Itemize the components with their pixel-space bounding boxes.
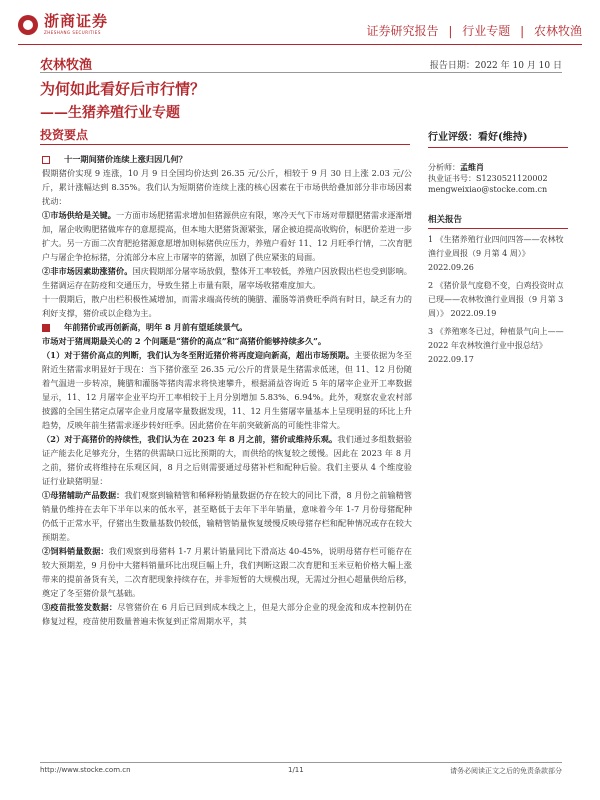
header-divider	[18, 44, 582, 45]
related-report[interactable]: 2 《猪价景气度稳不变，白鸡投资时点已现——农林牧渔行业周报（9 月第 3 周）》 2022.09.19	[428, 281, 564, 318]
page-subtitle: ——生猪养殖行业专题	[40, 105, 180, 121]
paragraph: 十一假期后，散户出栏积极性减增加，而需求端高传统的腌腊、灌肠等消费旺季尚有时日，缺乏有力的利好支撑，猪价或以企稳为主。	[42, 294, 412, 318]
paragraph: ①母猪辅助产品数据：我们观察到输精管和稀释粉销量数据仍存在较大的同比下滑，8 月份之前输精管销量仍维持在去年下半年以来的低水平，甚至略低于去年下半年销量，意味着今年 1-7 月份母猪配种仍低于正常水平，仔猪出生数量基数仍较低，输精管销量恢复缓慢反映母猪存栏和配种情况或存在较大预期差。	[42, 490, 412, 542]
paragraph: （2）对于高猪价的持续性，我们认为在 2023 年 8 月之前，猪价或维持乐观。我们通过多组数据验证产能去化足够充分，生猪的供需缺口远比预期的大，而供给的恢复较之缓慢。因此在 2023 年 8 月之前，猪价或将维持在乐观区间，8 月之后则需要通过母猪补栏和配种后验。我们主要从 4 个维度验证行业缺猪明显：	[42, 434, 412, 486]
footer-divider	[40, 762, 562, 763]
brand-logo-icon	[18, 15, 38, 35]
paragraph: ②饲料销量数据：我们观察到母猪料 1-7 月累计销量同比下滑高达 40-45%，说明母猪存栏可能存在较大预期差，9 月份中大猪料销量环比出现巨幅上升，我们判断这跟二次育肥和玉米豆粕价格大幅上涨带来的提前备货有关，二次育肥现象持续存在，并非短暂的大规模出现，无需过分担心超量供给后移，奠定了冬至猪价景气基础。	[42, 546, 412, 598]
page-number: 1/11	[288, 766, 304, 774]
analyst-email[interactable]: mengweixiao@stocke.com.cn	[428, 185, 548, 194]
sub-divider	[40, 72, 562, 73]
page-title: 为何如此看好后市行情？	[40, 80, 206, 98]
bullet-heading: 十一期间猪价连续上涨归因几何？	[42, 152, 412, 166]
related-report[interactable]: 3 《养殖寒冬已过，种植景气向上——2022 年农林牧渔行业中报总结》 2022.09.17	[428, 327, 564, 364]
brand-name-en: ZHESHANG SECURITIES	[44, 30, 101, 35]
sector-label: 农林牧渔	[40, 58, 93, 73]
section-title: 投资要点	[40, 128, 89, 142]
header-sep: |	[448, 24, 453, 38]
analyst-info	[428, 162, 568, 195]
paragraph: （1）对于猪价高点的判断，我们认为冬至附近猪价将再度迎向新高，超出市场预期。主要依据为冬至附近生猪需求明显好于现在：当下猪价涨至 26.35 元/公斤的背景是生猪需求低迷，但 11、12 月份随着气温进一步转凉，腌腊和灌肠等猪肉需求将快速攀升，根据涌益咨询近 5 年的屠宰企业开工率数据显示，11、12 月屠宰企业平均开工率相较于上月分别增加 5.83%、6.94%。此外，观察农业农村部披露的全国生猪定点屠宰企业月度屠宰量数据发现，11、12 月生猪屠宰量基本上呈现明显的环比上升趋势，反映年前生猪需求逐步转好旺季。因此猪价在年前突破新高的可能性非常大。	[42, 350, 412, 430]
main-content	[42, 152, 412, 628]
report-date: 报告日期：2022 年 10 月 10 日	[429, 61, 562, 71]
report-sector: 农林牧渔	[533, 24, 582, 38]
bullet-heading: 年前猪价或再创新高，明年 8 月前有望延续景气。	[42, 320, 412, 334]
header-sep: |	[520, 24, 525, 38]
industry-rating: 行业评级：看好(维持)	[428, 128, 568, 148]
paragraph: 市场对于猪周期最关心的 2 个问题是“猪价的高点”和“高猪价能够持续多久”。	[42, 336, 327, 346]
paragraph: 假期猪价实现 9 连涨，10 月 9 日全国均价达到 26.35 元/公斤，相较于 9 月 30 日上涨 2.03 元/公斤，累计涨幅达到 8.35%。我们认为短期猪价连续上涨的核心因素在于市场供给叠加部分非市场因素扰动：	[42, 168, 412, 206]
related-reports-list	[428, 233, 568, 367]
paragraph: ③疫苗批签发数据：尽管猪价在 6 月后已回到成本线之上，但是大部分企业的现金流和成本控制仍在修复过程，疫苗使用数量普遍未恢复到正常周期水平，其	[42, 602, 412, 626]
related-report[interactable]: 1 《生猪养殖行业四问四答——农林牧渔行业周报（9 月第 4 周）》 2022.09.26	[428, 235, 564, 272]
brand-logo	[18, 14, 108, 35]
report-type: 证券研究报告	[366, 24, 439, 38]
related-reports-heading: 相关报告	[428, 213, 568, 229]
analyst-name: 孟维肖	[460, 162, 484, 172]
footer-url[interactable]: http://www.stocke.com.cn	[40, 766, 131, 774]
paragraph: ①市场供给是关键。一方面市场肥猪需求增加但猪源供应有限，寒冷天气下市场对带膘肥猪需求逐渐增加，屠企收购肥猪做库存的意愿提高，但本地大肥猪货源紧张，屠企被迫提高收购价，标肥价差进一步扩大。另一方面二次育肥抢猪源意愿增加则标猪供应压力，养殖户看好 11、12 月旺季行情，二次育肥户与屠企争抢标猪，分流部分本应上市屠宰的猪源，加剧了供应紧张的局面。	[42, 210, 412, 262]
license-number: 执业证书号：S1230521120002	[428, 174, 548, 183]
report-category: 行业专题	[462, 24, 511, 38]
brand-name-cn: 浙商证券	[44, 12, 109, 30]
section-divider	[40, 144, 410, 145]
analyst-label: 分析师：	[428, 163, 460, 172]
header-tags	[361, 22, 582, 39]
paragraph: ②非市场因素助涨猪价。国庆假期部分屠宰场放假，整体开工率较低，养殖户因放假出栏也受到影响。生猪调运存在防疫和交通压力，导致生猪上市量有限，屠宰场收猪难度加大。	[42, 266, 412, 290]
footer-disclaimer: 请务必阅读正文之后的免责条款部分	[450, 767, 562, 775]
sidebar	[428, 128, 568, 371]
